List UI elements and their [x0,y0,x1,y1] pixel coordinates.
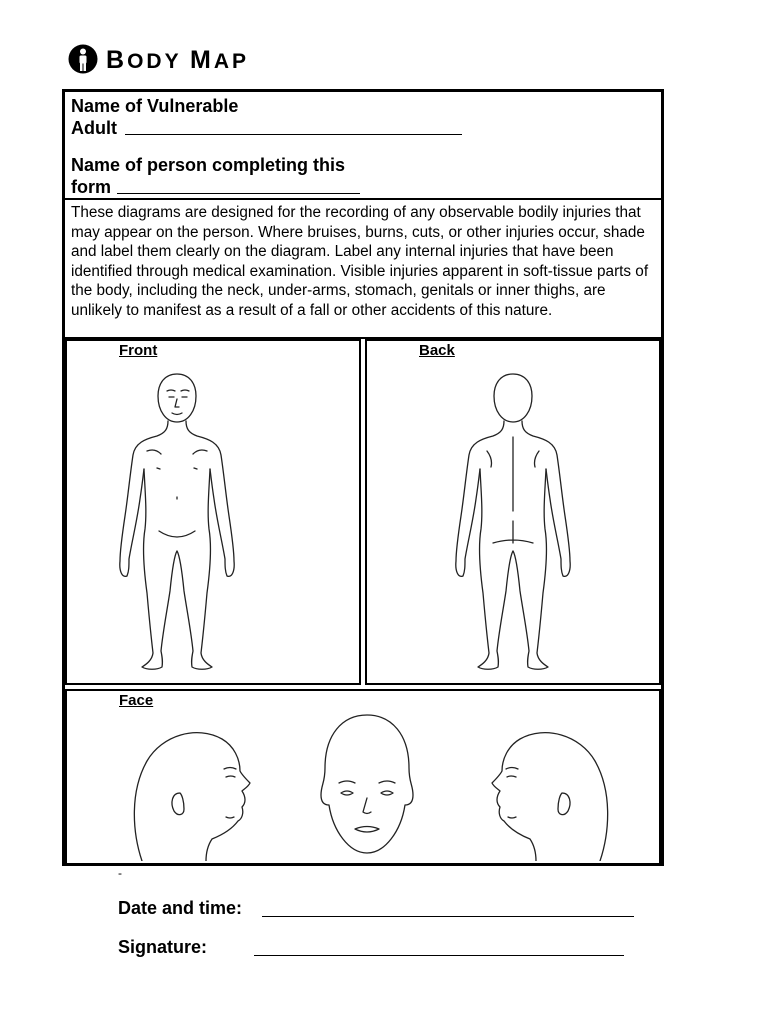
face-right-profile[interactable] [480,721,620,861]
face-label: Face [119,692,154,709]
face-left-profile[interactable] [122,721,262,861]
date-time-field[interactable] [262,916,634,917]
date-time-label: Date and time: [118,898,243,918]
adult-name-label: Name of Vulnerable Adult [71,96,239,138]
back-label: Back [419,342,455,359]
front-panel [65,339,361,685]
face-panel [65,689,661,863]
instructions-text: These diagrams are designed for the recording of any observable bodily injuries that may appear on the person. Where bruises, burns, cuts, or other injuries occur, shade and label them clearly on the diagram. Label any internal injuries that have been identified through medical examination. Visible injuries apparent in soft-tissue parts of the body, including the neck, under-arms, stomach, genitals or inner thighs, are unlikely to manifest as a result of a fall or other accidents of this nature. [71,204,649,319]
back-panel [365,339,661,685]
form-frame [62,89,664,866]
completer-name-label: Name of person completing this form [71,155,346,197]
stray-dash: - [118,866,122,880]
completer-name-field[interactable] [117,193,360,194]
page-title: BODY MAP [106,46,250,74]
front-label: Front [119,342,158,359]
person-icon [68,44,98,74]
back-body-diagram[interactable] [443,371,583,676]
signature-field[interactable] [254,955,624,956]
adult-name-field[interactable] [125,134,462,135]
divider [65,198,661,200]
front-body-diagram[interactable] [107,371,247,676]
signature-label: Signature: [118,937,208,957]
face-front[interactable] [317,713,417,861]
